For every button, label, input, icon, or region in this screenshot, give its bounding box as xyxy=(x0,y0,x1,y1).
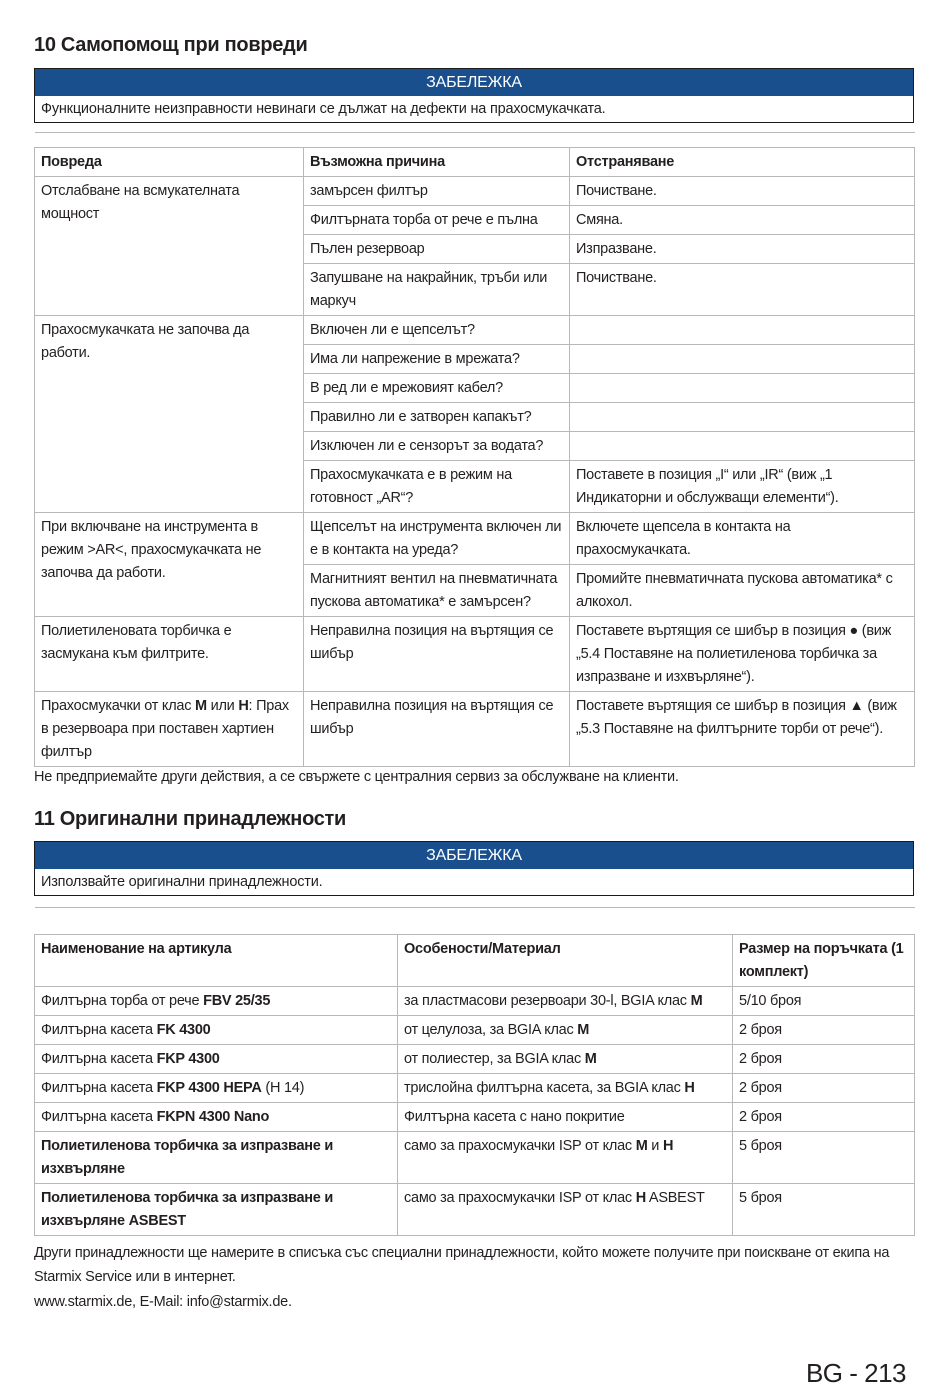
item-name-cell: Филтърна касета FKP 4300 xyxy=(35,1045,398,1074)
item-name-cell: Филтърна касета FKP 4300 HEPA (H 14) xyxy=(35,1074,398,1103)
remedy-cell xyxy=(570,316,915,345)
cause-cell: Магнитният вентил на пневматичната пускова автоматика* е замърсен? xyxy=(304,565,570,617)
remedy-cell: Поставете в позиция „I“ или „IR“ (виж „1 Индикаторни и обслужващи елементи“). xyxy=(570,461,915,513)
features-cell: от полиестер, за BGIA клас M xyxy=(398,1045,733,1074)
remedy-cell: Почистване. xyxy=(570,264,915,316)
table-row xyxy=(35,617,915,692)
cause-cell: Филтърната торба от рече е пълна xyxy=(304,206,570,235)
table-row xyxy=(35,692,915,767)
quantity-cell: 5/10 броя xyxy=(733,987,915,1016)
cause-cell: В ред ли е мрежовият кабел? xyxy=(304,374,570,403)
features-cell: Филтърна касета с нано покритие xyxy=(398,1103,733,1132)
item-name-cell: Полиетиленова торбичка за изпразване и изхвърляне ASBEST xyxy=(35,1184,398,1236)
note-box-11 xyxy=(34,841,914,896)
cause-cell: Пълен резервоар xyxy=(304,235,570,264)
remedy-cell: Промийте пневматичната пускова автоматика* с алкохол. xyxy=(570,565,915,617)
quantity-cell: 5 броя xyxy=(733,1132,915,1184)
page-number: BG - 213 xyxy=(805,1358,906,1388)
table-row xyxy=(35,1074,915,1103)
features-cell: трислойна филтърна касета, за BGIA клас H xyxy=(398,1074,733,1103)
fault-cell: Прахосмукачки от клас M или H: Прах в резервоара при поставен хартиен филтър xyxy=(35,692,304,767)
table-row xyxy=(35,1184,915,1236)
table-row xyxy=(35,513,915,565)
note-text: Използвайте оригинални принадлежности. xyxy=(41,874,323,890)
cause-cell: Прахосмукачката е в режим на готовност „AR“? xyxy=(304,461,570,513)
note-text: Функционалните неизправности невинаги се дължат на дефекти на прахосмукачката. xyxy=(41,101,606,117)
remedy-cell: Изпразване. xyxy=(570,235,915,264)
header-fault: Повреда xyxy=(35,148,304,177)
table-row xyxy=(35,1045,915,1074)
section-10-title: 10 Самопомощ при повреди xyxy=(34,34,308,56)
header-item-name: Наименование на артикула xyxy=(35,935,398,987)
section-11-title: 11 Оригинални принадлежности xyxy=(34,808,347,830)
cause-cell: Има ли напрежение в мрежата? xyxy=(304,345,570,374)
remedy-cell: Смяна. xyxy=(570,206,915,235)
table-row xyxy=(35,1016,915,1045)
section-10-footer: Не предприемайте други действия, а се свържете с централния сервиз за обслужване на клиенти. xyxy=(34,769,679,785)
section-11-footer: Други принадлежности ще намерите в списъка със специални принадлежности, който можете получите при поискване от екипа на Starmix Service или в интернет. xyxy=(34,1245,890,1285)
cause-cell: Неправилна позиция на въртящия се шибър xyxy=(304,692,570,767)
table-row xyxy=(35,177,915,206)
item-name-cell: Филтърна торба от рече FBV 25/35 xyxy=(35,987,398,1016)
features-cell: само за прахосмукачки ISP от клас M и H xyxy=(398,1132,733,1184)
remedy-cell: Включете щепсела в контакта на прахосмукачката. xyxy=(570,513,915,565)
contact-line[interactable]: www.starmix.de, E-Mail: info@starmix.de. xyxy=(34,1294,292,1310)
quantity-cell: 2 броя xyxy=(733,1074,915,1103)
table-header-row xyxy=(35,148,915,177)
remedy-cell xyxy=(570,403,915,432)
remedy-cell xyxy=(570,432,915,461)
quantity-cell: 2 броя xyxy=(733,1045,915,1074)
quantity-cell: 2 броя xyxy=(733,1103,915,1132)
table-row xyxy=(35,1132,915,1184)
table-row xyxy=(35,1103,915,1132)
header-features: Особености/Материал xyxy=(398,935,733,987)
item-name-cell: Полиетиленова торбичка за изпразване и изхвърляне xyxy=(35,1132,398,1184)
note-label: ЗАБЕЛЕЖКА xyxy=(35,842,913,869)
note-box-10 xyxy=(34,68,914,123)
quantity-cell: 2 броя xyxy=(733,1016,915,1045)
cause-cell: Неправилна позиция на въртящия се шибър xyxy=(304,617,570,692)
features-cell: от целулоза, за BGIA клас M xyxy=(398,1016,733,1045)
cause-cell: Изключен ли е сензорът за водата? xyxy=(304,432,570,461)
accessories-table xyxy=(34,907,915,1236)
features-cell: само за прахосмукачки ISP от клас H ASBEST xyxy=(398,1184,733,1236)
remedy-cell: Почистване. xyxy=(570,177,915,206)
header-order-size: Размер на поръчката (1 комплект) xyxy=(733,935,915,987)
cause-cell: Включен ли е щепселът? xyxy=(304,316,570,345)
remedy-cell xyxy=(570,374,915,403)
remedy-cell: Поставете въртящия се шибър в позиция ▲ (виж „5.3 Поставяне на филтърните торби от рече“). xyxy=(570,692,915,767)
remedy-cell: Поставете въртящия се шибър в позиция ● (виж „5.4 Поставяне на полиетиленова торбичка за изпразване и изхвърляне“). xyxy=(570,617,915,692)
header-cause: Възможна причина xyxy=(304,148,570,177)
cause-cell: Запушване на накрайник, тръби или маркуч xyxy=(304,264,570,316)
header-remedy: Отстраняване xyxy=(570,148,915,177)
cause-cell: замърсен филтър xyxy=(304,177,570,206)
cause-cell: Щепселът на инструмента включен ли е в контакта на уреда? xyxy=(304,513,570,565)
troubleshooting-table xyxy=(34,132,915,767)
table-header-row xyxy=(35,935,915,987)
table-row xyxy=(35,316,915,345)
fault-cell: Полиетиленовата торбичка е засмукана към филтрите. xyxy=(35,617,304,692)
item-name-cell: Филтърна касета FK 4300 xyxy=(35,1016,398,1045)
item-name-cell: Филтърна касета FKPN 4300 Nano xyxy=(35,1103,398,1132)
fault-cell: При включване на инструмента в режим >AR<, прахосмукачката не започва да работи. xyxy=(35,513,304,617)
quantity-cell: 5 броя xyxy=(733,1184,915,1236)
fault-cell: Отслабване на всмукателната мощност xyxy=(35,177,304,316)
cause-cell: Правилно ли е затворен капакът? xyxy=(304,403,570,432)
features-cell: за пластмасови резервоари 30-l, BGIA клас M xyxy=(398,987,733,1016)
remedy-cell xyxy=(570,345,915,374)
table-row xyxy=(35,987,915,1016)
fault-cell: Прахосмукачката не започва да работи. xyxy=(35,316,304,513)
note-label: ЗАБЕЛЕЖКА xyxy=(35,69,913,96)
